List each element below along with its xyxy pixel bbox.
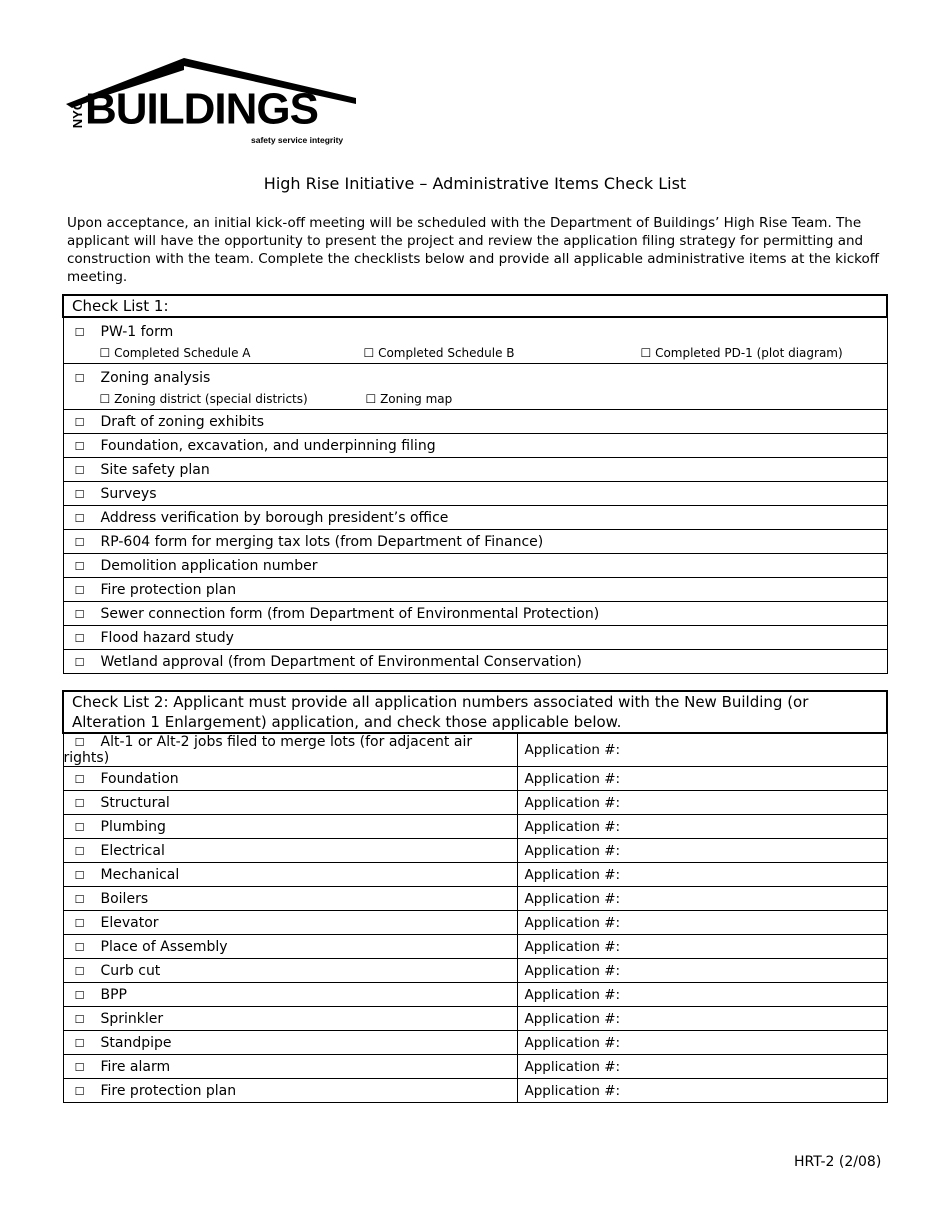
pw1-row: [63, 317, 887, 364]
item-label: BPP: [100, 986, 127, 1003]
application-number-field[interactable]: Application #:: [517, 1055, 887, 1079]
item-checkbox[interactable]: ☐: [74, 796, 85, 810]
item-label: Sprinkler: [100, 1010, 164, 1027]
item-label: Foundation, excavation, and underpinning filing: [100, 437, 436, 454]
checklist-2: [62, 690, 888, 1103]
item-checkbox[interactable]: ☐: [74, 511, 85, 525]
item-label: RP-604 form for merging tax lots (from Department of Finance): [100, 533, 544, 550]
item-label: Surveys: [100, 485, 157, 502]
item-label: Plumbing: [100, 818, 166, 835]
zoning-district-option[interactable]: ☐ Zoning district (special districts): [99, 392, 308, 406]
zoning-row: [63, 364, 887, 410]
item-checkbox[interactable]: ☐: [74, 559, 85, 573]
item-label: Sewer connection form (from Department of Environmental Protection): [100, 605, 600, 622]
item-label: Alt-1 or Alt-2 jobs filed to merge lots (for adjacent air rights): [63, 734, 473, 766]
item-label: Foundation: [100, 770, 179, 787]
checklist-2-row: [63, 815, 517, 839]
schedule-b-option[interactable]: ☐ Completed Schedule B: [363, 346, 515, 360]
item-checkbox[interactable]: ☐: [74, 1060, 85, 1074]
checklist-2-row: [63, 1007, 517, 1031]
logo-tagline: safety service integrity: [251, 135, 344, 145]
checklist-2-row: [63, 863, 517, 887]
application-number-field[interactable]: Application #:: [517, 1079, 887, 1103]
item-checkbox[interactable]: ☐: [74, 868, 85, 882]
checklist-1-row: [63, 458, 887, 482]
application-number-field[interactable]: Application #:: [517, 863, 887, 887]
intro-paragraph: Upon acceptance, an initial kick-off meeting will be scheduled with the Department of Buildings’ High Rise Team. The applicant will have the opportunity to present the project and review the application filing strategy for permitting and construction with the team. Complete the checklists below and provide all applicable administrative items at the kickoff meeting.: [67, 215, 880, 285]
checklist-1-header: Check List 1:: [63, 295, 887, 317]
item-label: Draft of zoning exhibits: [100, 413, 265, 430]
application-number-field[interactable]: Application #:: [517, 983, 887, 1007]
item-checkbox[interactable]: ☐: [74, 772, 85, 786]
application-number-field[interactable]: Application #:: [517, 911, 887, 935]
application-number-field[interactable]: Application #:: [517, 935, 887, 959]
item-checkbox[interactable]: ☐: [74, 439, 85, 453]
pd1-option[interactable]: ☐ Completed PD-1 (plot diagram): [640, 346, 843, 360]
item-checkbox[interactable]: ☐: [74, 487, 85, 501]
item-checkbox[interactable]: ☐: [74, 1084, 85, 1098]
pw1-checkbox[interactable]: ☐: [74, 326, 85, 339]
checklist-1-row: [63, 506, 887, 530]
item-label: Fire protection plan: [100, 1082, 237, 1099]
checklist-2-row: [63, 983, 517, 1007]
item-checkbox[interactable]: ☐: [74, 1012, 85, 1026]
zoning-checkbox[interactable]: ☐: [74, 372, 85, 385]
item-label: Fire alarm: [100, 1058, 171, 1075]
page-title: High Rise Initiative – Administrative Items Check List: [263, 174, 687, 193]
item-label: Mechanical: [100, 866, 180, 883]
item-label: Demolition application number: [100, 557, 318, 574]
checklist-1-row: [63, 626, 887, 650]
checklist-2-row: [63, 1031, 517, 1055]
checklist-1: [62, 294, 888, 674]
application-number-field[interactable]: Application #:: [517, 767, 887, 791]
item-checkbox[interactable]: ☐: [74, 631, 85, 645]
item-label: Address verification by borough president’s office: [100, 509, 449, 526]
checklist-2-row: [63, 887, 517, 911]
item-label: Boilers: [100, 890, 149, 907]
checklist-2-row: [63, 791, 517, 815]
checklist-1-row: [63, 650, 887, 674]
application-number-field[interactable]: Application #:: [517, 791, 887, 815]
item-checkbox[interactable]: ☐: [74, 607, 85, 621]
item-label: Curb cut: [100, 962, 161, 979]
item-checkbox[interactable]: ☐: [74, 916, 85, 930]
item-label: Structural: [100, 794, 170, 811]
item-checkbox[interactable]: ☐: [74, 844, 85, 858]
item-checkbox[interactable]: ☐: [74, 583, 85, 597]
logo-wordmark: BUILDINGS: [85, 85, 318, 134]
logo-prefix: NYC: [70, 100, 86, 129]
application-number-field[interactable]: Application #:: [517, 959, 887, 983]
item-label: Electrical: [100, 842, 165, 859]
application-number-field[interactable]: Application #:: [517, 815, 887, 839]
checklist-2-row: [63, 959, 517, 983]
checklist-2-row: [63, 733, 517, 767]
checklist-2-row: [63, 935, 517, 959]
schedule-a-option[interactable]: ☐ Completed Schedule A: [99, 346, 251, 360]
checklist-2-row: [63, 1079, 517, 1103]
checklist-2-header-line1: Check List 2: Applicant must provide all application numbers associated with the New Building (or: [72, 693, 809, 711]
checklist-2-row: [63, 767, 517, 791]
checklist-2-header: [63, 691, 887, 733]
item-label: Wetland approval (from Department of Environmental Conservation): [100, 653, 582, 670]
item-checkbox[interactable]: ☐: [74, 463, 85, 477]
application-number-field[interactable]: Application #:: [517, 1031, 887, 1055]
checklist-1-row: [63, 554, 887, 578]
item-checkbox[interactable]: ☐: [74, 736, 85, 749]
checklist-1-row: [63, 482, 887, 506]
item-checkbox[interactable]: ☐: [74, 964, 85, 978]
checklist-2-row: [63, 1055, 517, 1079]
application-number-field[interactable]: Application #:: [517, 887, 887, 911]
pw1-label: PW-1 form: [100, 324, 174, 340]
item-checkbox[interactable]: ☐: [74, 988, 85, 1002]
application-number-field[interactable]: Application #:: [517, 839, 887, 863]
checklist-2-header-line2: Alteration 1 Enlargement) application, and check those applicable below.: [72, 713, 622, 731]
item-checkbox[interactable]: ☐: [74, 940, 85, 954]
item-checkbox[interactable]: ☐: [74, 1036, 85, 1050]
checklist-2-row: [63, 911, 517, 935]
item-checkbox[interactable]: ☐: [74, 535, 85, 549]
checklist-1-row: [63, 602, 887, 626]
nyc-buildings-logo: [66, 58, 356, 150]
item-label: Elevator: [100, 914, 159, 931]
checklist-1-row: [63, 530, 887, 554]
item-label: Standpipe: [100, 1034, 172, 1051]
item-checkbox[interactable]: ☐: [74, 655, 85, 669]
item-label: Place of Assembly: [100, 938, 228, 955]
checklist-2-row: [63, 839, 517, 863]
application-number-field[interactable]: Application #:: [517, 733, 887, 767]
zoning-label: Zoning analysis: [100, 370, 211, 386]
checklist-1-row: [63, 410, 887, 434]
checklist-1-row: [63, 578, 887, 602]
item-checkbox[interactable]: ☐: [74, 892, 85, 906]
zoning-map-option[interactable]: ☐ Zoning map: [365, 392, 453, 406]
item-label: Site safety plan: [100, 461, 210, 478]
checklist-1-row: [63, 434, 887, 458]
application-number-field[interactable]: Application #:: [517, 1007, 887, 1031]
item-checkbox[interactable]: ☐: [74, 820, 85, 834]
item-label: Flood hazard study: [100, 629, 234, 646]
item-checkbox[interactable]: ☐: [74, 415, 85, 429]
item-label: Fire protection plan: [100, 581, 237, 598]
form-number: HRT-2 (2/08): [794, 1154, 882, 1170]
